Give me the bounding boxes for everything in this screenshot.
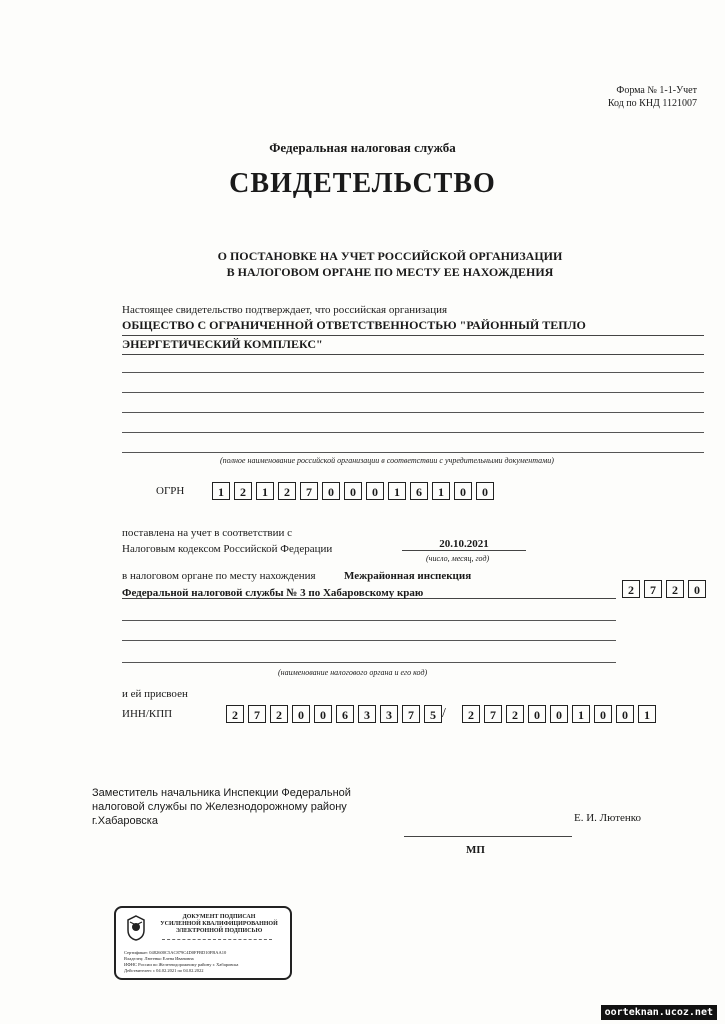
tax-office-prefix: в налоговом органе по месту нахождения: [122, 570, 316, 582]
date-caption: (число, месяц, год): [426, 554, 490, 563]
blank-line: [122, 412, 704, 413]
signatory-name: Е. И. Лютенко: [574, 812, 642, 824]
signatory-line-1: Заместитель начальника Инспекции Федеральной: [92, 787, 351, 799]
org-name-line-1: ОБЩЕСТВО С ОГРАНИЧЕННОЙ ОТВЕТСТВЕННОСТЬЮ "РАЙОННЫЙ ТЕПЛО: [122, 318, 704, 336]
digit-cell: 7: [248, 705, 266, 723]
kpp-cells: [462, 705, 660, 723]
digit-cell: 1: [256, 482, 274, 500]
document-title: СВИДЕТЕЛЬСТВО: [229, 168, 496, 199]
digit-cell: 0: [688, 580, 706, 598]
digit-cell: 7: [300, 482, 318, 500]
inn-kpp-separator: /: [442, 706, 446, 721]
signatory-position: [92, 786, 351, 828]
digit-cell: 1: [388, 482, 406, 500]
stamp-validity: Действителен: с 04.02.2021 по 04.02.2022: [124, 968, 204, 973]
digit-cell: 2: [270, 705, 288, 723]
signature-line: [404, 836, 572, 837]
stamp-issuer: ИФНС России по Железнодорожному району г. Хабаровска: [124, 962, 239, 967]
subtitle-line-1: О ПОСТАНОВКЕ НА УЧЕТ РОССИЙСКОЙ ОРГАНИЗАЦИИ: [217, 249, 563, 263]
digit-cell: 1: [572, 705, 590, 723]
document-subtitle: [0, 248, 725, 280]
stamp-line-2: УСИЛЕННОЙ КВАЛИФИЦИРОВАННОЙ: [160, 921, 278, 927]
stamp-header: [154, 914, 284, 935]
signatory-line-3: г.Хабаровска: [92, 815, 158, 827]
digit-cell: 7: [484, 705, 502, 723]
digit-cell: 6: [410, 482, 428, 500]
digit-cell: 1: [432, 482, 450, 500]
stamp-place-label: МП: [466, 844, 485, 856]
blank-line: [122, 372, 704, 373]
digit-cell: 3: [358, 705, 376, 723]
blank-line: [122, 640, 616, 641]
digit-cell: 0: [322, 482, 340, 500]
blank-line: [122, 662, 616, 663]
registered-line-2: Налоговым кодексом Российской Федерации: [122, 543, 333, 555]
stamp-line-1: ДОКУМЕНТ ПОДПИСАН: [182, 914, 256, 920]
digit-cell: 0: [616, 705, 634, 723]
digit-cell: 0: [594, 705, 612, 723]
blank-line: [122, 392, 704, 393]
knd-code: Код по КНД 1121007: [607, 98, 697, 109]
digit-cell: 1: [212, 482, 230, 500]
digit-cell: 3: [380, 705, 398, 723]
digit-cell: 6: [336, 705, 354, 723]
digit-cell: 0: [366, 482, 384, 500]
intro-text: Настоящее свидетельство подтверждает, что российская организация: [122, 304, 448, 316]
digit-cell: 2: [278, 482, 296, 500]
stamp-details: [124, 950, 284, 974]
form-number: Форма № 1-1-Учет: [616, 85, 697, 96]
agency-name: Федеральная налоговая служба: [269, 140, 456, 155]
ogrn-cells: [212, 482, 498, 500]
digit-cell: 0: [528, 705, 546, 723]
blank-line: [122, 432, 704, 433]
signatory-line-2: налоговой службы по Железнодорожному району: [92, 801, 347, 813]
stamp-divider: [162, 939, 272, 940]
stamp-line-3: ЭЛЕКТРОННОЙ ПОДПИСЬЮ: [175, 928, 263, 934]
stamp-owner: Владелец: Лютенко Елена Ивановна: [124, 956, 194, 961]
ogrn-label: ОГРН: [156, 485, 185, 497]
subtitle-line-2: В НАЛОГОВОМ ОРГАНЕ ПО МЕСТУ ЕЕ НАХОЖДЕНИЯ: [226, 265, 554, 279]
org-caption: (полное наименование российской организации в соответствии с учредительными документами): [220, 456, 554, 465]
digit-cell: 7: [644, 580, 662, 598]
digit-cell: 2: [234, 482, 252, 500]
digit-cell: 2: [622, 580, 640, 598]
digit-cell: 0: [292, 705, 310, 723]
org-name-line-2: ЭНЕРГЕТИЧЕСКИЙ КОМПЛЕКС": [122, 337, 704, 355]
digit-cell: 2: [226, 705, 244, 723]
blank-line: [122, 620, 616, 621]
inn-kpp-label: ИНН/КПП: [122, 708, 173, 720]
digit-cell: 2: [462, 705, 480, 723]
registered-line-1: поставлена на учет в соответствии с: [122, 527, 293, 539]
digit-cell: 2: [506, 705, 524, 723]
stamp-certificate: Сертификат: 0482600C5AC879C4D0FFBD10FBAA10: [124, 950, 227, 955]
digit-cell: 2: [666, 580, 684, 598]
site-watermark: oorteknan.ucoz.net: [601, 1005, 717, 1020]
tax-office-code-cells: [622, 580, 710, 598]
digit-cell: 5: [424, 705, 442, 723]
blank-line: [122, 452, 704, 453]
tax-office-caption: (наименование налогового органа и его код): [278, 668, 428, 677]
coat-of-arms-icon: [124, 914, 148, 942]
electronic-signature-stamp: [114, 906, 292, 980]
registration-date: 20.10.2021: [402, 538, 526, 551]
inn-cells: [226, 705, 446, 723]
tax-office-name-1: Межрайонная инспекция: [344, 570, 472, 582]
digit-cell: 0: [550, 705, 568, 723]
digit-cell: 0: [476, 482, 494, 500]
digit-cell: 1: [638, 705, 656, 723]
digit-cell: 7: [402, 705, 420, 723]
digit-cell: 0: [344, 482, 362, 500]
form-code: [608, 84, 697, 110]
digit-cell: 0: [454, 482, 472, 500]
tax-office-name-2: Федеральной налоговой службы № 3 по Хабаровскому краю: [122, 587, 424, 599]
digit-cell: 0: [314, 705, 332, 723]
assigned-text: и ей присвоен: [122, 688, 188, 700]
